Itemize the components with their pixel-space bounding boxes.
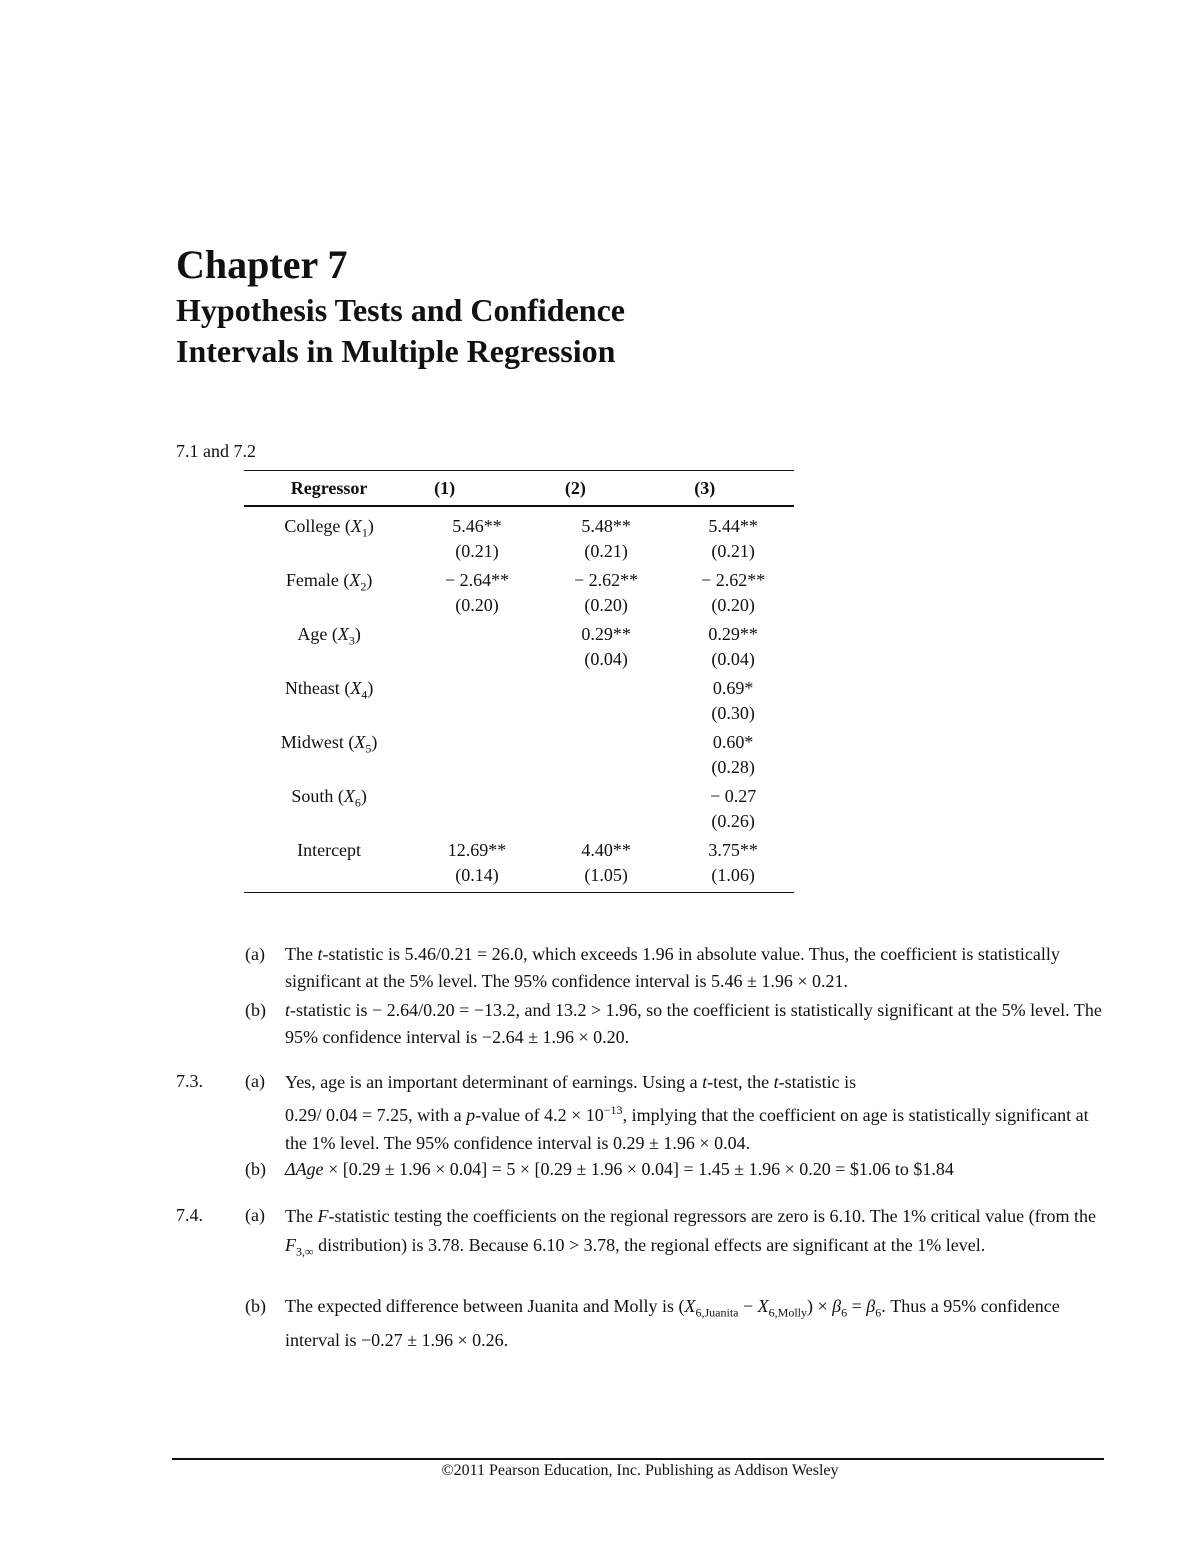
regressor-variable: $(X_2)$ — [338, 570, 373, 594]
answer-text: Yes, age is an important determinant of earnings. Using a t-test, the t-statistic is 0.29/ 0.04 = 7.25, with a p-value of $4.2 \times 10^{-13}$, implying that the coefficient on age is statistically significant at the 1% level. The 95% confidence interval is 0.29 ± 1.96 × 0.04. — [285, 1072, 1089, 1153]
table-row — [244, 838, 794, 893]
standard-error: (0.30) — [711, 703, 755, 723]
answer-text: The F-statistic testing the coefficients on the regional regressors are zero is 6.10. The 1% critical value (from the $F_{3,\infty}$ distribution) is 3.78. Because 6.10 > 3.78, the regional effects are significant at the 1% level. — [285, 1206, 1097, 1259]
coef-cell-col-3 — [672, 676, 794, 726]
regressor-name: South $(X_6)$ — [291, 786, 367, 810]
variable-subscript: 5 — [365, 741, 372, 756]
coefficient: 5.44** — [708, 516, 758, 536]
coef-cell-col-3 — [672, 784, 794, 834]
standard-error: (0.21) — [711, 541, 755, 561]
standard-error: (0.26) — [711, 811, 755, 831]
answer-label: (b) — [245, 1000, 266, 1020]
standard-error: (0.20) — [584, 595, 628, 615]
coef-cell-col-2 — [540, 506, 672, 564]
standard-error: (0.04) — [584, 649, 628, 669]
variable-symbol: X — [354, 732, 366, 752]
regressor-variable: $(X_1)$ — [340, 516, 374, 540]
standard-error: (0.28) — [711, 757, 755, 777]
answer-text: ΔAge × [0.29 ± 1.96 × 0.04] = 5 × [0.29 ± 1.96 × 0.04] = 1.45 ± 1.96 × 0.20 = $1.06 to $1.84 — [285, 1159, 954, 1179]
variable-subscript: 4 — [361, 687, 368, 702]
standard-error: (0.20) — [711, 595, 755, 615]
coef-cell-col-3 — [672, 730, 794, 780]
answer-text: The t-statistic is 5.46/0.21 = 26.0, which exceeds 1.96 in absolute value. Thus, the coefficient is statistically significant at the 5% level. The 95% confidence interval is 5.46 ± 1.96 × 0.21. — [285, 944, 1060, 991]
variable-symbol: X — [350, 678, 362, 698]
table-header-row — [244, 471, 794, 507]
standard-error: (1.05) — [584, 865, 628, 885]
coef-cell-col-3 — [672, 622, 794, 672]
coef-cell-col-1 — [414, 838, 540, 893]
coefficient: 5.46** — [452, 516, 502, 536]
coef-cell-col-2 — [540, 568, 672, 618]
coef-cell-col-1 — [414, 568, 540, 618]
question-number-7-4: 7.4. — [176, 1205, 203, 1225]
regressor-name: Ntheast $(X_4)$ — [284, 678, 374, 702]
coefficient: 0.29** — [708, 624, 758, 644]
table-row — [244, 622, 794, 672]
subtitle-line-1: Hypothesis Tests and Confidence — [176, 292, 625, 328]
regressor-name: Intercept — [244, 838, 414, 893]
standard-error: (0.21) — [455, 541, 499, 561]
coefficient: − 2.62** — [701, 570, 766, 590]
regressor-variable: $(X_3)$ — [327, 624, 361, 648]
table-row — [244, 568, 794, 618]
coefficient: 0.69* — [712, 678, 754, 698]
header-col-3: (3) — [672, 471, 794, 507]
coefficient: 12.69** — [447, 840, 507, 860]
header-col-1: (1) — [414, 471, 540, 507]
coef-cell-col-1 — [414, 730, 540, 780]
regressor-name: Midwest $(X_5)$ — [280, 732, 378, 756]
subtitle-line-2: Intervals in Multiple Regression — [176, 333, 616, 369]
coef-cell-col-3 — [672, 506, 794, 564]
regression-table — [244, 470, 794, 893]
regressor-name: College $(X_1)$ — [284, 516, 374, 540]
variable-subscript: 3 — [348, 633, 355, 648]
table-row — [244, 506, 794, 564]
chapter-subtitle — [176, 290, 625, 372]
coef-cell-col-2 — [540, 676, 672, 726]
answer-label: (a) — [245, 1071, 265, 1091]
coef-cell-col-1 — [414, 506, 540, 564]
table-row — [244, 676, 794, 726]
coef-cell-col-1 — [414, 622, 540, 672]
standard-error: (1.06) — [711, 865, 755, 885]
regressor-name: Age $(X_3)$ — [297, 624, 361, 648]
answer-text: The expected difference between Juanita and Molly is $(X_{6,Juanita} - X_{6,Molly}) \times \beta_6 = \beta_6$. Thus a 95% confidence interval is −0.27 ± 1.96 × 0.26. — [285, 1296, 1060, 1350]
coef-cell-col-3 — [672, 568, 794, 618]
coef-cell-col-3 — [672, 838, 794, 893]
variable-subscript: 2 — [360, 579, 367, 594]
variable-subscript: 1 — [361, 525, 368, 540]
standard-error: (0.04) — [711, 649, 755, 669]
coefficient: − 2.62** — [574, 570, 639, 590]
variable-subscript: 6 — [354, 795, 361, 810]
footer-divider — [172, 1458, 1104, 1460]
regressor-variable: $(X_4)$ — [339, 678, 374, 702]
variable-symbol: X — [349, 570, 361, 590]
equation: 0.29/ 0.04 = 7.25, — [285, 1105, 413, 1125]
chapter-title: Chapter 7 — [176, 242, 348, 287]
coef-cell-col-2 — [540, 622, 672, 672]
standard-error: (0.21) — [584, 541, 628, 561]
regressor-variable: $(X_6)$ — [333, 786, 367, 810]
footer-copyright: ©2011 Pearson Education, Inc. Publishing as Addison Wesley — [441, 1462, 839, 1479]
regressor-name: Female $(X_2)$ — [285, 570, 373, 594]
coefficient: 0.29** — [581, 624, 631, 644]
coefficient: − 2.64** — [444, 570, 510, 590]
coefficient: 5.48** — [581, 516, 631, 536]
coef-cell-col-2 — [540, 838, 672, 893]
coef-cell-col-1 — [414, 784, 540, 834]
coefficient: 0.60* — [712, 732, 754, 752]
answer-label: (a) — [245, 944, 265, 964]
standard-error: (0.14) — [455, 865, 499, 885]
coefficient: 3.75** — [708, 840, 758, 860]
answer-label: (a) — [245, 1205, 265, 1225]
coefficient: − 0.27 — [710, 786, 757, 806]
coef-cell-col-1 — [414, 676, 540, 726]
answer-label: (b) — [245, 1159, 266, 1179]
standard-error: (0.20) — [455, 595, 499, 615]
table-row — [244, 784, 794, 834]
variable-symbol: X — [337, 624, 349, 644]
header-col-2: (2) — [540, 471, 672, 507]
variable-symbol: X — [343, 786, 355, 806]
section-label: 7.1 and 7.2 — [176, 441, 256, 461]
table-body — [244, 506, 794, 893]
table-row — [244, 730, 794, 780]
answer-text: t-statistic is − 2.64/0.20 = −13.2, and 13.2 > 1.96, so the coefficient is statistically significant at the 5% level. The 95% confidence interval is −2.64 ± 1.96 × 0.20. — [285, 1000, 1102, 1047]
regressor-variable: $(X_5)$ — [343, 732, 378, 756]
header-regressor: Regressor — [244, 471, 414, 507]
answer-label: (b) — [245, 1296, 266, 1316]
question-number-7-3: 7.3. — [176, 1071, 203, 1091]
coefficient: 4.40** — [581, 840, 631, 860]
coef-cell-col-2 — [540, 730, 672, 780]
coef-cell-col-2 — [540, 784, 672, 834]
variable-symbol: X — [350, 516, 362, 536]
